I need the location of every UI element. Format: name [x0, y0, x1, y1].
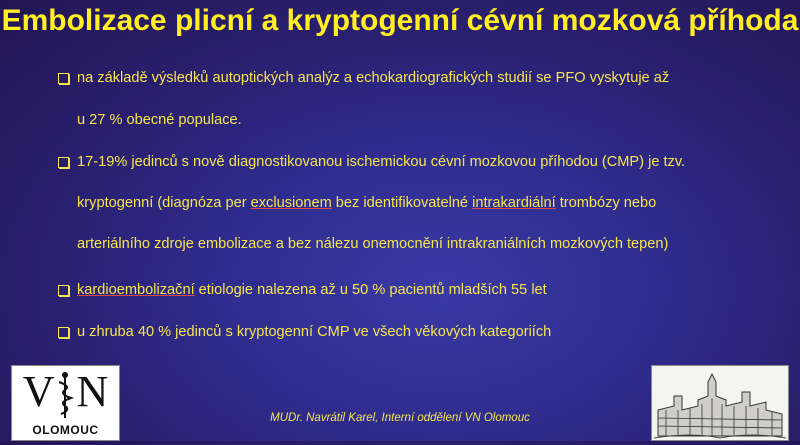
hospital-building-image — [651, 365, 789, 441]
bullet-line: 17-19% jedinců s nově diagnostikovanou ischemickou cévní mozkovou příhodou (CMP) je tzv. — [77, 154, 686, 170]
logo-initials: V N — [22, 367, 109, 416]
vn-olomouc-logo — [11, 365, 120, 441]
bullet-line: u 27 % obecné populace. — [77, 112, 242, 128]
checkbox-bullet-icon — [58, 157, 69, 168]
footer-author: MUDr. Navrátil Karel, Interní oddělení VN Olomouc — [270, 412, 530, 424]
checkbox-bullet-icon — [58, 327, 69, 338]
checkbox-bullet-icon — [58, 285, 69, 296]
bullet-line: u zhruba 40 % jedinců s kryptogenní CMP ve všech věkových kategoriích — [77, 324, 552, 340]
bullet-line: kryptogenní (diagnóza per exclusionem bez identifikovatelné intrakardiální trombózy nebo — [77, 195, 657, 211]
bullet-line: na základě výsledků autoptických analýz a echokardiografických studií se PFO vyskytuje až — [77, 70, 670, 86]
hospital-building-icon — [652, 366, 788, 440]
bullet-line: kardioembolizační etiologie nalezena až u 50 % pacientů mladších 55 let — [77, 282, 547, 298]
logo-city: OLOMOUC — [32, 423, 99, 437]
checkbox-bullet-icon — [58, 73, 69, 84]
bullet-line: arteriálního zdroje embolizace a bez nálezu onemocnění intrakraniálních mozkových tepen) — [77, 236, 669, 252]
slide-title: Embolizace plicní a kryptogenní cévní mozková příhoda — [1, 4, 799, 37]
